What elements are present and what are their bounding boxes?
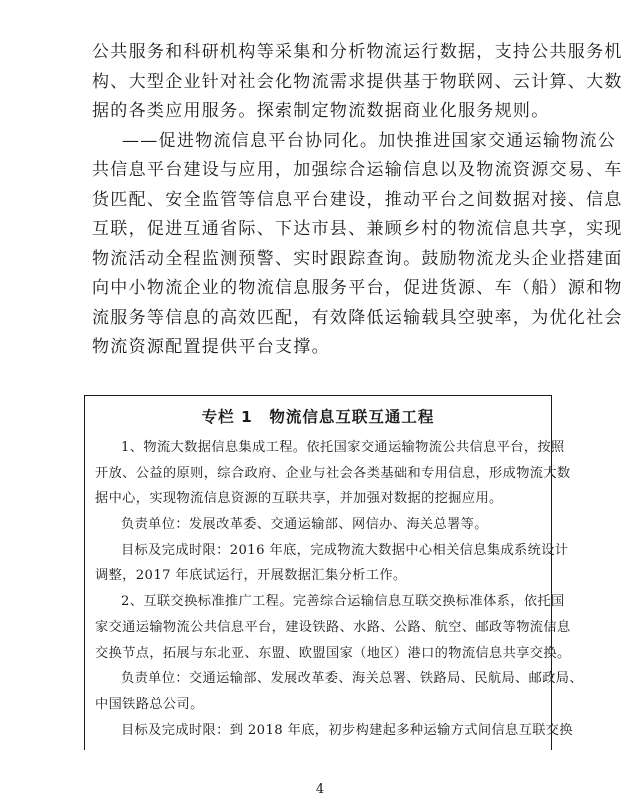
paragraph-line: 流服务等信息的高效匹配，有效降低运输载具空驶率，为优化社会 <box>92 307 623 328</box>
box-content <box>85 427 583 743</box>
box-line: 据中心，实现物流信息资源的互联共享，并加强对数据的挖掘应用。 <box>95 491 503 507</box>
paragraph-line: 构、大型企业针对社会化物流需求提供基于物联网、云计算、大数 <box>92 71 623 92</box>
paragraph-line: 物流资源配置提供平台支撑。 <box>92 337 330 357</box>
box-line: 目标及完成时限：到 2018 年底，初步构建起多种运输方式间信息互联交换 <box>121 722 573 738</box>
paragraph-line: 物流活动全程监测预警、实时跟踪查询。鼓励物流龙头企业搭建面 <box>92 248 623 269</box>
paragraph-line: ——促进物流信息平台协同化。加快推进国家交通运输物流公 <box>122 130 617 151</box>
paragraph-line: 共信息平台建设与应用，加强综合运输信息以及物流资源交易、车 <box>92 160 623 180</box>
paragraph-line: 据的各类应用服务。探索制定物流数据商业化服务规则。 <box>92 101 550 121</box>
paragraph-line: 货匹配、安全监管等信息平台建设，推动平台之间数据对接、信息 <box>92 189 623 210</box>
paragraph-line: 向中小物流企业的物流信息服务平台，促进货源、车（船）源和物 <box>92 278 623 298</box>
box-line: 负责单位：发展改革委、交通运输部、网信办、海关总署等。 <box>121 517 488 533</box>
paragraph-line: 互联，促进互通省际、下达市县、兼顾乡村的物流信息共享，实现 <box>92 219 623 239</box>
box-line: 开放、公益的原则，综合政府、企业与社会各类基础和专用信息，形成物流大数 <box>95 465 571 481</box>
column-box <box>84 395 583 750</box>
box-line: 中国铁路总公司。 <box>95 696 204 712</box>
page-number: 4 <box>315 782 325 797</box>
body-text <box>92 38 623 363</box>
box-line: 1、物流大数据信息集成工程。依托国家交通运输物流公共信息平台，按照 <box>121 440 565 455</box>
box-line: 2、互联交换标准推广工程。完善综合运输信息互联交换标准体系，依托国 <box>121 594 565 610</box>
box-title: 专栏 1 物流信息互联互通工程 <box>201 408 435 426</box>
box-line: 家交通运输物流公共信息平台，建设铁路、水路、公路、航空、邮政等物流信息 <box>95 619 571 635</box>
box-line: 调整，2017 年底试运行，开展数据汇集分析工作。 <box>95 568 407 584</box>
paragraph-line: 公共服务和科研机构等采集和分析物流运行数据，支持公共服务机 <box>92 42 623 62</box>
box-line: 交换节点，拓展与东北亚、东盟、欧盟国家（地区）港口的物流信息共享交换。 <box>95 645 571 661</box>
box-line: 负责单位：交通运输部、发展改革委、海关总署、铁路局、民航局、邮政局、 <box>121 671 583 687</box>
box-line: 目标及完成时限：2016 年底，完成物流大数据中心相关信息集成系统设计 <box>121 542 569 558</box>
